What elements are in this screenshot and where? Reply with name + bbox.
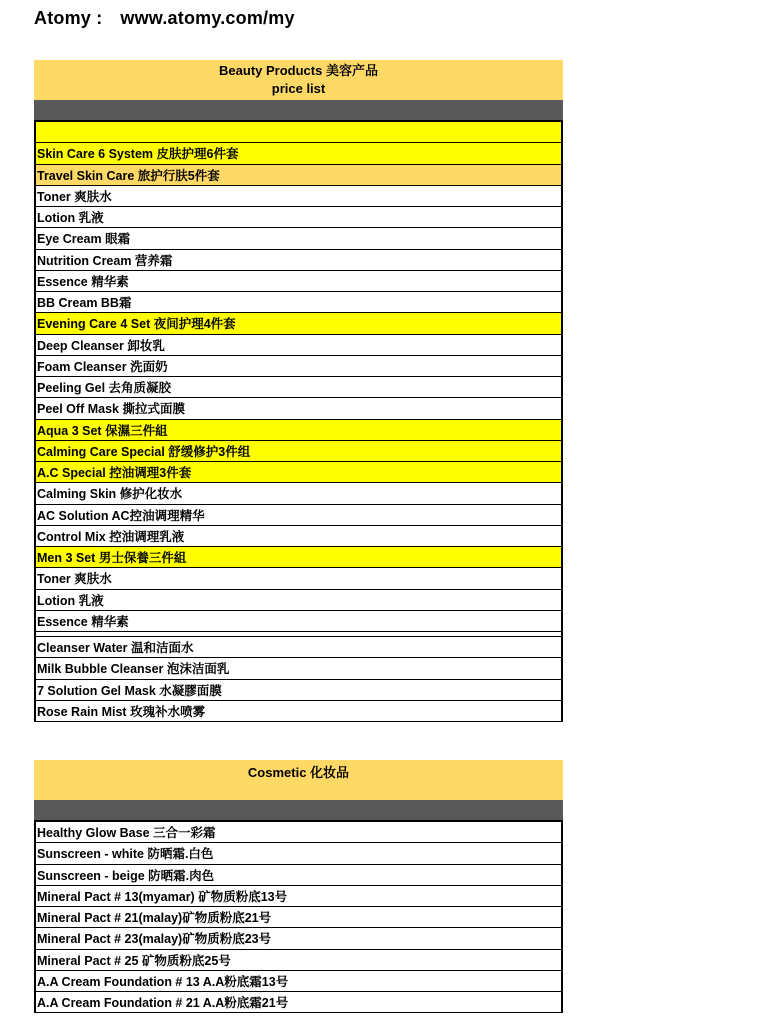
table-row [36, 356, 561, 377]
product-name: Sunscreen - white 防晒霜.白色 [37, 847, 214, 862]
table-row [36, 547, 561, 568]
table-row [36, 335, 561, 356]
beauty-title-line1: Beauty Products 美容产品 [219, 63, 378, 78]
product-name: Deep Cleanser 卸妆乳 [37, 338, 165, 353]
table-row [36, 186, 561, 207]
table-row [36, 992, 561, 1013]
beauty-product-table [34, 120, 563, 722]
product-name: Foam Cleanser 洗面奶 [37, 359, 168, 374]
table-row [36, 526, 561, 547]
beauty-column-header-bar [34, 100, 563, 120]
table-row [36, 462, 561, 483]
product-name: Mineral Pact # 21(malay)矿物质粉底21号 [37, 911, 272, 926]
table-row [36, 637, 561, 658]
table-row [36, 207, 561, 228]
table-row [36, 568, 561, 589]
product-name: Milk Bubble Cleanser 泡沫洁面乳 [37, 662, 230, 677]
cosmetic-product-table [34, 820, 563, 1013]
table-row [36, 271, 561, 292]
product-name: A.A Cream Foundation # 21 A.A粉底霜21号 [37, 996, 289, 1011]
table-row [36, 377, 561, 398]
product-name: A.C Special 控油调理3件套 [37, 466, 192, 481]
table-row [36, 701, 561, 722]
beauty-products-section [34, 60, 563, 722]
product-name: Mineral Pact # 23(malay)矿物质粉底23号 [37, 932, 272, 947]
cosmetic-section [34, 760, 563, 1013]
product-name: Cleanser Water 温和洁面水 [37, 641, 194, 656]
cosmetic-title: Cosmetic 化妆品 [247, 765, 350, 780]
product-name: Mineral Pact # 13(myamar) 矿物质粉底13号 [37, 889, 288, 904]
table-row [36, 843, 561, 864]
product-name: Peeling Gel 去角质凝胶 [37, 381, 172, 396]
product-name: Peel Off Mask 撕拉式面膜 [37, 402, 185, 417]
table-row [36, 122, 561, 143]
table-row [36, 250, 561, 271]
beauty-title-line2: price list [271, 81, 326, 96]
table-row [36, 907, 561, 928]
table-row [36, 228, 561, 249]
product-name: Essence 精华素 [37, 614, 129, 629]
beauty-section-title [34, 60, 563, 100]
product-name: Rose Rain Mist 玫瑰补水喷雾 [37, 704, 206, 719]
product-name: Evening Care 4 Set 夜间护理4件套 [37, 317, 236, 332]
table-row [36, 950, 561, 971]
table-row [36, 292, 561, 313]
table-row [36, 658, 561, 679]
table-row [36, 590, 561, 611]
table-row [36, 143, 561, 164]
table-row [36, 865, 561, 886]
product-name: AC Solution AC控油调理精华 [37, 508, 205, 523]
table-row [36, 822, 561, 843]
product-name: Nutrition Cream 营养霜 [37, 253, 173, 268]
cosmetic-column-header-bar [34, 800, 563, 820]
table-row [36, 398, 561, 419]
page-header [34, 8, 295, 29]
website-url: www.atomy.com/my [120, 8, 295, 28]
product-name: Control Mix 控油调理乳液 [37, 529, 185, 544]
product-name: Essence 精华素 [37, 274, 129, 289]
table-row [36, 441, 561, 462]
table-row [36, 971, 561, 992]
product-name: Sunscreen - beige 防晒霜.肉色 [37, 868, 215, 883]
product-name: Toner 爽肤水 [37, 189, 112, 204]
product-name: Travel Skin Care 旅护行肤5件套 [37, 168, 220, 183]
product-name: 7 Solution Gel Mask 水凝膠面膜 [37, 683, 222, 698]
table-row [36, 611, 561, 632]
cosmetic-section-title [34, 760, 563, 800]
product-name: Toner 爽肤水 [37, 572, 112, 587]
table-row [36, 313, 561, 334]
table-row [36, 680, 561, 701]
product-name: Aqua 3 Set 保濕三件組 [37, 423, 168, 438]
product-name: Calming Care Special 舒缓修护3件组 [37, 444, 251, 459]
product-name: Calming Skin 修护化妆水 [37, 487, 183, 502]
table-row [36, 165, 561, 186]
product-name: BB Cream BB霜 [37, 296, 132, 311]
product-name: A.A Cream Foundation # 13 A.A粉底霜13号 [37, 974, 289, 989]
table-row [36, 886, 561, 907]
product-name: Lotion 乳液 [37, 211, 104, 226]
product-name: Men 3 Set 男士保養三件組 [37, 551, 187, 566]
product-name: Mineral Pact # 25 矿物质粉底25号 [37, 953, 231, 968]
table-row [36, 928, 561, 949]
brand-label: Atomy : [34, 8, 103, 28]
product-name: Healthy Glow Base 三合一彩霜 [37, 826, 216, 841]
table-row [36, 420, 561, 441]
product-name: Skin Care 6 System 皮肤护理6件套 [37, 147, 239, 162]
table-row [36, 483, 561, 504]
product-name: Lotion 乳液 [37, 593, 104, 608]
product-name: Eye Cream 眼霜 [37, 232, 131, 247]
table-row [36, 505, 561, 526]
